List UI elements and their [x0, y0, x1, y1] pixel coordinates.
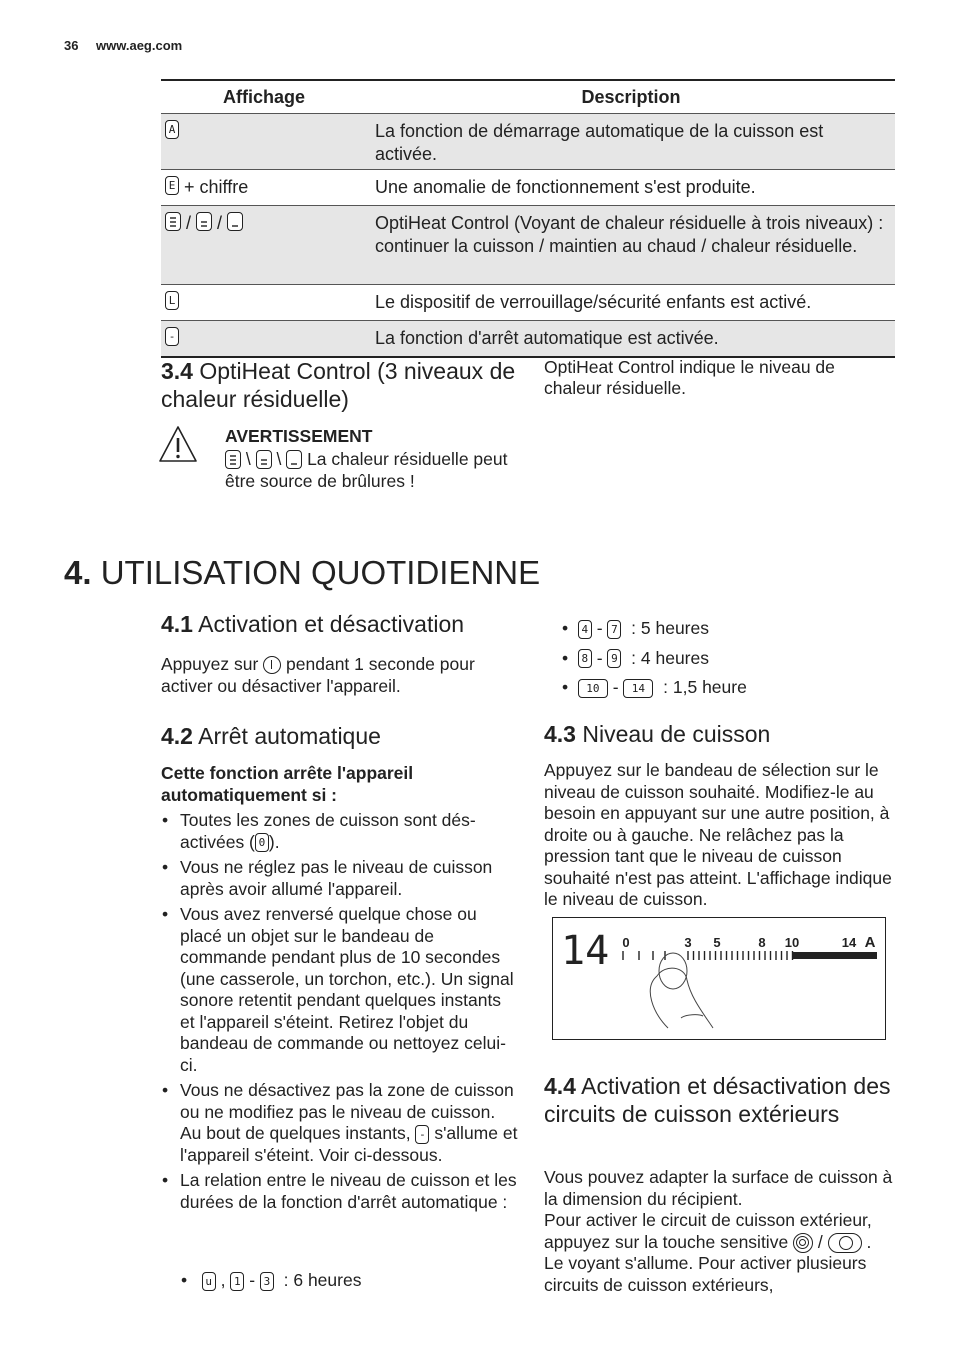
section-4-3-heading: 4.3 Niveau de cuisson	[544, 721, 771, 747]
scale-ticks	[623, 951, 793, 960]
scale-label: 0	[622, 935, 630, 950]
scale-label: 5	[713, 935, 721, 950]
list-item: • Vous ne désactivez pas la zone de cuisson ou ne modifiez pas le niveau de cuisson. Au bout de quelques instants, - s'allume et l'appareil s'éteint. Voir ci-dessous.	[161, 1080, 519, 1166]
section-4-1-text: Appuyez sur pendant 1 seconde pour activer ou désactiver l'appareil.	[161, 654, 475, 696]
optiheat-mid-icon	[196, 212, 212, 231]
fingernail-icon	[681, 1015, 703, 1018]
page-number: 36	[64, 38, 79, 53]
optiheat-high-icon	[165, 212, 181, 231]
scale-label: 3	[684, 935, 692, 950]
section-4-4-text	[544, 1167, 894, 1296]
display-e-icon: E	[165, 176, 179, 195]
scale-label: 10	[784, 935, 800, 950]
scale-label: 8	[758, 935, 766, 950]
scale-label: 14	[841, 935, 857, 950]
table-header	[161, 81, 895, 114]
duration-item: • 8 - 9 : 4 heures	[562, 647, 709, 668]
display-dash-icon: -	[415, 1125, 429, 1144]
optiheat-high-icon	[225, 450, 241, 469]
section-4-2-heading: 4.2 Arrêt automatique	[161, 723, 381, 749]
section-3-4-heading: 3.4 OptiHeat Control (3 niveaux de chaleur résiduelle)	[161, 358, 516, 412]
power-icon	[263, 656, 281, 674]
list-item: • Vous avez renversé quelque chose ou placé un objet sur le bandeau de commande pendant plus de 10 secondes (une casserole, un torchon, etc.). Un signal sonore retentit pendant quelques instants et l'appareil s'éteint. Retirez l'objet du bandeau de commande ou nettoyez celui-ci.	[161, 904, 519, 1076]
warning-text: La chaleur résiduelle peut être source de brûlures !	[225, 448, 508, 491]
list-item: • Toutes les zones de cuisson sont dés-activées ( 0 ).	[161, 810, 519, 853]
display-dash-icon: -	[165, 327, 179, 346]
table-row: / / OptiHeat Control (Voyant de chaleur résiduelle à trois niveaux) : continuer la cuisson / maintien au chaud / chaleur résiduelle.	[161, 206, 895, 285]
display-l-icon: L	[165, 291, 179, 310]
display-segment-icon: 14	[623, 679, 653, 698]
row-description: Une anomalie de fonctionnement s'est produite.	[375, 177, 756, 197]
section-4-4-p2: Pour activer le circuit de cuisson extérieur, appuyez sur la touche sensitive / . Le voyant s'allume. Pour activer plusieurs circuits de cuisson extérieurs,	[544, 1210, 872, 1295]
section-3-4-text: OptiHeat Control indique le niveau de chaleur résiduelle.	[544, 357, 835, 398]
duration-item: • u , 1 - 3 : 6 heures	[181, 1270, 362, 1290]
display-segment-icon: 9	[607, 649, 621, 668]
list-item: • Vous ne réglez pas le niveau de cuisson après avoir allumé l'appareil.	[161, 857, 519, 900]
optiheat-mid-icon	[256, 450, 272, 469]
row-description: La fonction d'arrêt automatique est activée.	[375, 328, 719, 348]
optiheat-low-icon	[227, 212, 243, 231]
oval-zone-sensor-icon	[828, 1233, 862, 1253]
display-segment-icon: 1	[230, 1272, 244, 1291]
row-description: OptiHeat Control (Voyant de chaleur résiduelle à trois niveaux) : continuer la cuisson / maintien au chaud / chaleur résiduelle.	[375, 213, 884, 256]
scale-label: A	[864, 934, 876, 951]
duration-item: • 10 - 14 : 1,5 heure	[562, 677, 747, 697]
display-segment-icon: u	[202, 1272, 216, 1291]
warning-icon	[158, 425, 198, 463]
warning-title: AVERTISSEMENT	[225, 426, 373, 446]
warning-block: AVERTISSEMENT \ \ La chaleur résiduelle peut être source de brûlures !	[225, 425, 525, 493]
fingertip-icon	[659, 953, 687, 989]
row-description: Le dispositif de verrouillage/sécurité enfants est activé.	[375, 292, 812, 312]
display-segment-icon: 3	[260, 1272, 274, 1291]
outer-ring-sensor-icon	[793, 1233, 813, 1253]
display-segment-icon: 7	[607, 620, 621, 639]
level-bar	[793, 952, 877, 959]
duration-item: • 4 - 7 : 5 heures	[562, 618, 709, 638]
header-url: www.aeg.com	[96, 38, 183, 53]
section-4-4-p1: Vous pouvez adapter la surface de cuisson à la dimension du récipient.	[544, 1167, 893, 1209]
section-4-2-body	[161, 763, 519, 1217]
display-a-icon: A	[165, 120, 179, 139]
display-zero-icon: 0	[255, 833, 269, 852]
table-row	[161, 321, 895, 358]
table-row	[161, 285, 895, 321]
col-description-header: Description	[581, 86, 681, 107]
display-segment-icon: 4	[578, 620, 592, 639]
table-row	[161, 114, 895, 170]
optiheat-low-icon	[286, 450, 302, 469]
section-4-3-text: Appuyez sur le bandeau de sélection sur le niveau de cuisson souhaité. Modifiez-le au besoin en appuyant sur une autre position, à droite ou à gauche. Ne relâchez pas la pression tant que le niveau de cuisson souhaité n'est pas atteint. L'affichage indique le niveau de cuisson.	[544, 760, 892, 909]
display-segment-icon: 10	[578, 679, 608, 698]
row-description: La fonction de démarrage automatique de la cuisson est activée.	[375, 121, 824, 164]
chapter-title: 4. UTILISATION QUOTIDIENNE	[64, 554, 541, 591]
section-4-2-lead: Cette fonction arrête l'appareil automatiquement si :	[161, 763, 414, 805]
display-value: 14	[561, 928, 610, 974]
row-suffix: + chiffre	[184, 177, 249, 197]
cooking-level-figure	[552, 917, 886, 1040]
col-display-header: Affichage	[222, 86, 305, 107]
section-4-4-heading: 4.4 Activation et désactivation des circuits de cuisson extérieurs	[544, 1073, 891, 1127]
table-row	[161, 170, 895, 206]
list-item: • La relation entre le niveau de cuisson et les durées de la fonction d'arrêt automatique :	[161, 1170, 519, 1213]
control-strip-illustration	[553, 918, 885, 1039]
duration-list	[562, 614, 892, 703]
display-table	[161, 79, 895, 358]
display-segment-icon: 8	[578, 649, 592, 668]
section-4-1-heading: 4.1 Activation et désactivation	[161, 611, 465, 637]
